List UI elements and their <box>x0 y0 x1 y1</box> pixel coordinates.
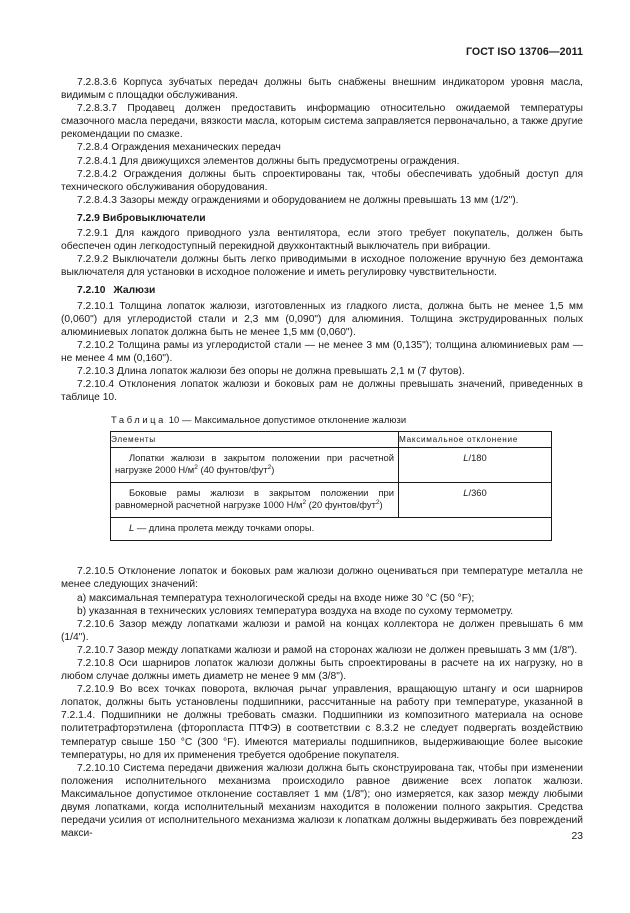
table-caption-word: Таблица <box>111 414 166 426</box>
paragraph: 7.2.10.8 Оси шарниров лопаток жалюзи должны быть спроектированы в расчете на их нагрузку, но в любом случае должны иметь диаметр не менее 9 мм (3/8"). <box>61 658 583 683</box>
paragraph: 7.2.10.7 Зазор между лопатками жалюзи и рамой на сторонах жалюзи не должен превышать 3 мм (1/8"). <box>77 644 578 656</box>
section-heading-number: 7.2.10 <box>77 285 106 297</box>
paragraph: 7.2.10.3 Длина лопаток жалюзи без опоры не должна превышать 2,1 м (7 футов). <box>77 365 465 377</box>
table-caption-text: 10 — Максимальное допустимое отклонение жалюзи <box>168 414 407 426</box>
section-heading: 7.2.9 Вибровыключатели <box>77 212 206 224</box>
paragraph: 7.2.10.9 Во всех точках поворота, включая рычаг управления, вращающую штангу и оси шарниров лопаток, должны быть установлены подшипники, рассчитанные на работу при температуре, указанной в 7.2.1.4. Подшипники не должны требовать смазки. Подшипники из композитного материала на основе политетрафторэтилена (фторопласта ПТФЭ) в соответствии с 8.3.2 не следует подвергать воздействию температур свыше 150 °C (300 °F). Имеются материалы подшипников, выдерживающие более высокие температуры, но для их применения требуется одобрение покупателя. <box>61 684 583 761</box>
list-item: a) максимальная температура технологической среды на входе ниже 30 °C (50 °F); <box>77 592 475 604</box>
paragraph: 7.2.8.4.1 Для движущихся элементов должны быть предусмотрены ограждения. <box>77 155 460 167</box>
table-note: L — длина пролета между точками опоры. <box>111 518 552 541</box>
deviation-table <box>110 431 552 541</box>
column-header-deviation: Максимальное отклонение <box>399 432 552 448</box>
paragraph: 7.2.8.4 Ограждения механических передач <box>77 142 281 154</box>
paragraph: 7.2.8.3.7 Продавец должен предоставить информацию относительно ожидаемой температуры смазочного масла передачи, вязкости масла, которым система заправляется первоначально, а также другие рекомендации по смазке. <box>61 103 583 141</box>
table-row <box>111 448 552 483</box>
section-heading <box>61 284 583 297</box>
paragraph: 7.2.9.1 Для каждого приводного узла вентилятора, если этого требует покупатель, должен быть обеспечен один легкодоступный перекидной двухконтактный выключатель при вибрации. <box>61 228 583 253</box>
page-number: 23 <box>571 831 583 842</box>
section-heading-text: Жалюзи <box>113 285 156 297</box>
paragraph: 7.2.8.3.6 Корпуса зубчатых передач должны быть снабжены внешним индикатором уровня масла, видимым с площадки обслуживания. <box>61 77 583 102</box>
table-cell-element: Боковые рамы жалюзи в закрытом положении при равномерной расчетной нагрузке 1000 $Н/м^2$ (20 фунтов/фут$^2$) <box>111 483 399 518</box>
table-cell-value: L/360 <box>399 483 552 518</box>
paragraph: 7.2.10.2 Толщина рамы из углеродистой стали — не менее 3 мм (0,135"); толщина алюминиевых рам — не менее 4 мм (0,160"). <box>61 339 583 364</box>
table-note-row <box>111 518 552 541</box>
table-cell-element: Лопатки жалюзи в закрытом положении при расчетной нагрузке 2000 $Н/м^2$ (40 фунтов/фут$^2$) <box>111 448 399 483</box>
table-row <box>111 483 552 518</box>
table-cell-value: L/180 <box>399 448 552 483</box>
table-caption <box>111 413 583 426</box>
paragraph: 7.2.8.4.2 Ограждения должны быть спроектированы так, чтобы обеспечивать удобный доступ для технического обслуживания оборудования. <box>61 168 583 193</box>
paragraph: 7.2.10.1 Толщина лопаток жалюзи, изготовленных из гладкого листа, должна быть не менее 1,5 мм (0,060") для углеродистой стали и 2,3 мм (0,090") для алюминия. Толщина экструдированных полых алюминиевых лопаток должна быть не менее 1,5 мм (0,060"). <box>61 300 583 338</box>
paragraph: 7.2.8.4.3 Зазоры между ограждениями и оборудованием не должны превышать 13 мм (1/2"). <box>77 194 519 206</box>
document-header: ГОСТ ISO 13706—2011 <box>465 46 583 58</box>
list-item: b) указанная в технических условиях температура воздуха на входе по сухому термометру. <box>77 605 514 617</box>
page-body <box>61 76 583 840</box>
column-header-elements: Элементы <box>111 432 399 448</box>
paragraph: 7.2.10.6 Зазор между лопатками жалюзи и рамой на концах коллектора не должен превышать 6 мм (1/4"). <box>61 618 583 643</box>
paragraph: 7.2.10.4 Отклонения лопаток жалюзи и боковых рам не должны превышать значений, приведенных в таблице 10. <box>61 379 583 404</box>
paragraph: 7.2.9.2 Выключатели должны быть легко приводимыми в исходное положение вручную без демонтажа выключателя для установки в исходное положение и иметь регулировку чувствительности. <box>61 254 583 279</box>
paragraph: 7.2.10.10 Система передачи движения жалюзи должна быть сконструирована так, чтобы при изменении положения исполнительного механизма происходило равное движение всех лопаток жалюзи. Максимальное допустимое отклонение составляет 1 мм (1/8"); оно измеряется, как зазор между любыми двумя лопатками, когда исполнительный механизм находится в положении полного закрытия. Средства передачи усилия от исполнительного механизма жалюзи к лопаткам должны выдерживать без повреждений макси- <box>61 762 583 840</box>
paragraph: 7.2.10.5 Отклонение лопаток и боковых рам жалюзи должно оцениваться при температуре металла не менее следующих значений: <box>61 566 583 591</box>
table-header-row <box>111 432 552 448</box>
